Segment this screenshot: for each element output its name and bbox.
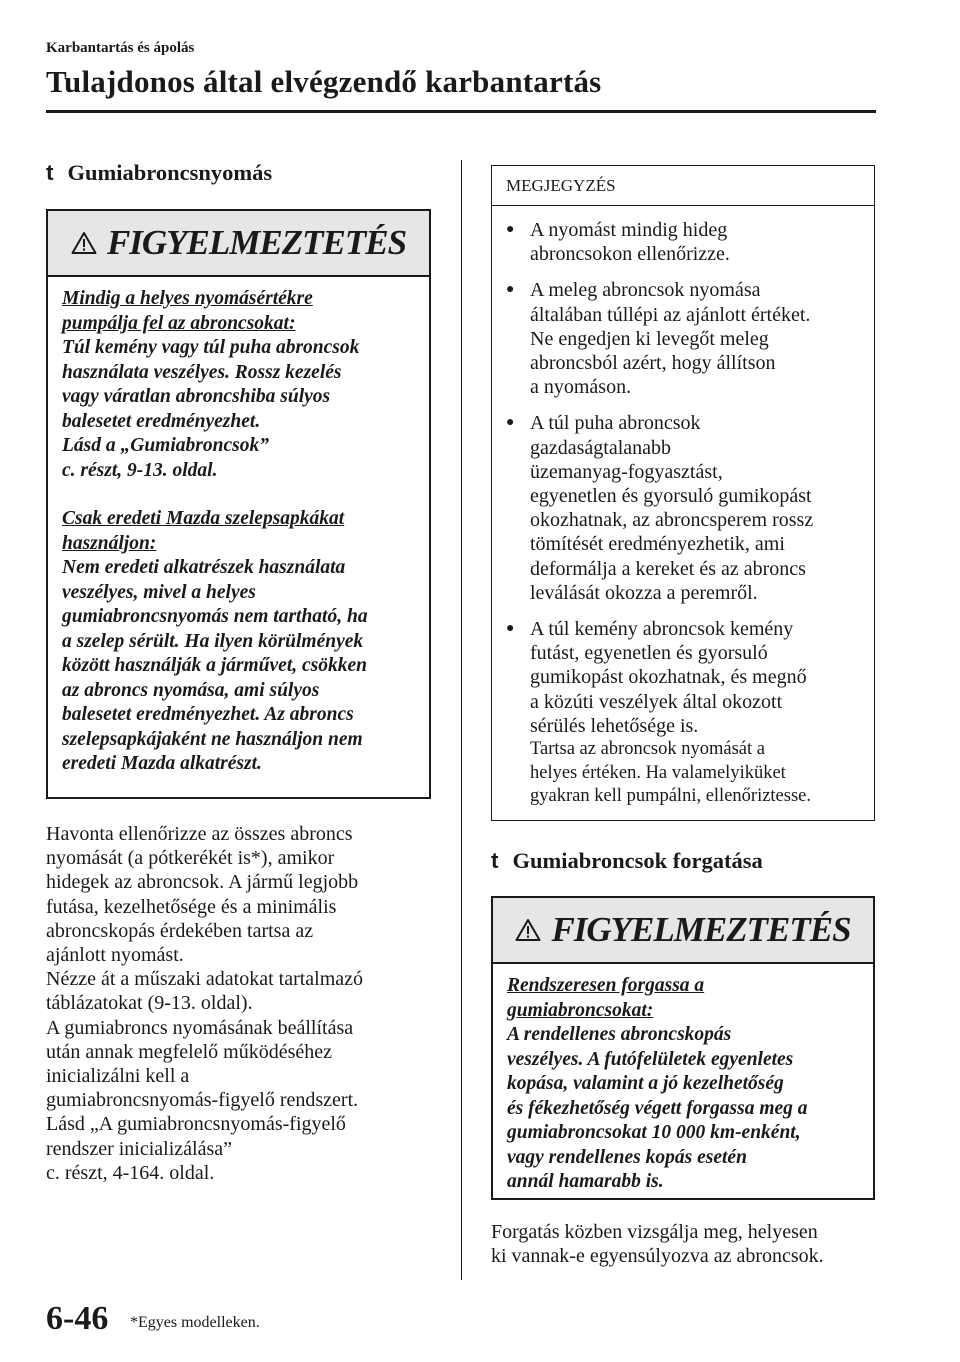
note-small-line: Tartsa az abroncsok nyomását a (530, 739, 765, 760)
warning-line: eredeti Mazda alkatrészt. (62, 753, 262, 774)
body-line: Lásd „A gumiabroncsnyomás-figyelő (46, 1113, 346, 1136)
warning-header (493, 898, 873, 964)
bullet: ● (506, 282, 515, 298)
warning-emphasis-line: Mindig a helyes nyomásértékre (62, 288, 313, 309)
heading-tire-rotation (491, 848, 763, 874)
footnote: *Egyes modelleken. (130, 1314, 260, 1331)
heading-text: Gumiabroncsok forgatása (512, 848, 763, 873)
body-line: inicializálni kell a (46, 1065, 190, 1088)
body-line: után annak megfelelő működéséhez (46, 1040, 332, 1063)
warning-line: A rendellenes abroncskopás (507, 1024, 732, 1045)
body-line: táblázatokat (9-13. oldal). (46, 992, 253, 1015)
heading-marker: t (491, 848, 499, 873)
bullet: ● (506, 415, 515, 431)
heading-marker: t (46, 160, 54, 185)
note-line: futást, egyenetlen és gyorsuló (530, 642, 768, 665)
note-line: egyenetlen és gyorsuló gumikopást (530, 485, 812, 508)
body-line: c. részt, 4-164. oldal. (46, 1161, 215, 1184)
warning-triangle-icon (515, 918, 541, 942)
section-label: Karbantartás és ápolás (46, 40, 195, 56)
warning-line: c. részt, 9-13. oldal. (62, 459, 218, 481)
body-line: abroncskopás érdekében tartsa az (46, 919, 314, 942)
warning-line: vagy váratlan abroncshiba súlyos (62, 386, 331, 407)
body-line: A gumiabroncs nyomásának beállítása (46, 1016, 354, 1039)
note-box (491, 165, 875, 821)
warning-line: veszélyes. A futófelületek egyenletes (507, 1048, 794, 1070)
title-rule (46, 110, 876, 113)
note-line: Ne engedjen ki levegőt meleg (530, 327, 769, 350)
note-line: üzemanyag-fogyasztást, (530, 460, 723, 483)
warning-line: balesetet eredményezhet. (62, 410, 261, 432)
body-line: Forgatás közben vizsgálja meg, helyesen (491, 1221, 818, 1243)
note-line: tömítését eredményezhetik, ami (530, 533, 785, 556)
heading-tire-pressure (46, 160, 272, 186)
warning-line: az abroncs nyomása, ami súlyos (62, 679, 320, 701)
note-item (506, 411, 860, 605)
body-text-pressure (46, 822, 446, 1185)
note-title: MEGJEGYZÉS (492, 166, 874, 206)
note-line: A nyomást mindig hideg (530, 219, 728, 241)
note-line: gumikopást okozhatnak, és megnő (530, 666, 807, 689)
warning-line: között használják a járművet, csökken (62, 655, 367, 676)
warning-emphasis-line: használjon: (62, 532, 157, 554)
bullet: ● (506, 222, 515, 237)
body-line: ki vannak-e egyensúlyozva az abroncsok. (491, 1245, 824, 1268)
note-line: A meleg abroncsok nyomása (530, 279, 761, 302)
note-line: általában túllépi az ajánlott értéket. (530, 303, 811, 326)
warning-triangle-icon (71, 231, 97, 255)
warning-body (493, 964, 873, 1195)
warning-line: vagy rendellenes kopás esetén (507, 1146, 747, 1168)
warning-title: FIGYELMEZTETÉS (551, 910, 851, 949)
body-line: nyomását (a pótkerékét is*), amikor (46, 847, 335, 870)
note-line: gazdaságtalanabb (530, 436, 672, 459)
warning-line: használata veszélyes. Rossz kezelés (62, 361, 342, 383)
note-line: sérülés lehetősége is. (530, 714, 699, 737)
note-item (506, 617, 860, 809)
warning-emphasis-line: gumiabroncsokat: (507, 999, 654, 1021)
warning-body (48, 277, 429, 777)
body-line: ajánlott nyomást. (46, 944, 184, 967)
warning-line: Nem eredeti alkatrészek használata (62, 557, 346, 578)
note-line: a közúti veszélyek által okozott (530, 690, 783, 713)
body-line: Nézze át a műszaki adatokat tartalmazó (46, 968, 364, 991)
note-line: A túl kemény abroncsok kemény (530, 618, 794, 641)
note-body (492, 206, 874, 809)
warning-line: gumiabroncsokat 10 000 km-enként, (507, 1122, 801, 1143)
warning-line: a szelep sérült. Ha ilyen körülmények (62, 630, 364, 652)
warning-line: Lásd a „Gumiabroncsok” (62, 435, 269, 456)
warning-title: FIGYELMEZTETÉS (106, 223, 407, 262)
note-small-line: gyakran kell pumpálni, ellenőriztesse. (530, 786, 812, 807)
note-line: a nyomáson. (530, 376, 632, 399)
warning-line: gumiabroncsnyomás nem tartható, ha (62, 606, 368, 627)
page-title: Tulajdonos által elvégzendő karbantartás (46, 64, 602, 99)
body-line: gumiabroncsnyomás-figyelő rendszert. (46, 1089, 359, 1112)
warning-header (48, 211, 429, 277)
warning-box-pressure (46, 209, 431, 799)
warning-line: annál hamarabb is. (507, 1171, 664, 1192)
warning-line: veszélyes, mivel a helyes (62, 581, 256, 603)
warning-line: Túl kemény vagy túl puha abroncsok (62, 337, 360, 358)
warning-box-rotation (491, 896, 875, 1200)
warning-line: balesetet eredményezhet. Az abroncs (62, 704, 354, 725)
note-small-line: helyes értéken. Ha valamelyiküket (530, 762, 786, 783)
body-text-rotation (491, 1220, 911, 1268)
warning-emphasis-line: pumpálja fel az abroncsokat: (62, 312, 296, 334)
warning-line: és fékezhetőség végett forgassa meg a (507, 1097, 808, 1119)
body-line: hidegek az abroncsok. A jármű legjobb (46, 871, 359, 894)
note-line: leválását okozza a peremről. (530, 581, 758, 604)
warning-emphasis-line: Csak eredeti Mazda szelepsapkákat (62, 508, 345, 529)
column-divider (461, 160, 462, 1280)
warning-line: szelepsapkájaként ne használjon nem (62, 728, 363, 750)
note-line: abroncsokon ellenőrizze. (530, 243, 730, 266)
warning-emphasis-line: Rendszeresen forgassa a (507, 975, 705, 996)
heading-text: Gumiabroncsnyomás (67, 160, 273, 185)
note-line: A túl puha abroncsok (530, 412, 701, 435)
body-line: Havonta ellenőrizze az összes abroncs (46, 823, 353, 845)
note-line: abroncsból azért, hogy állítson (530, 352, 776, 375)
note-item (506, 278, 860, 399)
body-line: rendszer inicializálása” (46, 1137, 232, 1160)
body-line: futása, kezelhetősége és a minimális (46, 895, 337, 918)
bullet: ● (506, 621, 515, 637)
note-line: okozhatnak, az abroncsperem rossz (530, 509, 814, 532)
note-line: deformálja a kereket és az abroncs (530, 557, 806, 580)
warning-line: kopása, valamint a jó kezelhetőség (507, 1073, 784, 1094)
page-number: 6-46 (46, 1300, 109, 1337)
note-item (506, 218, 860, 266)
